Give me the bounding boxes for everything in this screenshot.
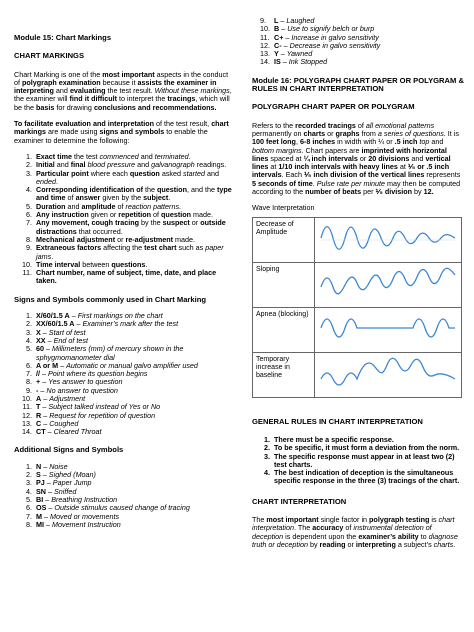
determine-item: 8. Mechanical adjustment or re-adjustment made. (34, 236, 232, 244)
symbol-dash: – (38, 385, 47, 395)
determine-item: 3. Particular point where each question asked started and ended. (34, 170, 232, 187)
item-number: 13. (260, 49, 270, 59)
rule-item: 2. To be specific, it must form a deviation from the norm. (272, 444, 464, 452)
symbol-code: MI (36, 519, 44, 529)
symbol-dash: – (40, 470, 49, 480)
continued-additional-list (252, 17, 464, 67)
general-rules-heading: GENERAL RULES IN CHART INTERPRETATION (252, 416, 423, 426)
symbol-dash: – (44, 478, 53, 488)
symbol-dash: – (280, 57, 289, 67)
item-number: 10. (260, 24, 270, 34)
symbol-code: C+ (274, 32, 284, 42)
symbol-code: Y (274, 49, 279, 59)
symbol-item (34, 428, 232, 436)
rules-list (252, 436, 464, 486)
symbol-code: C (36, 418, 42, 428)
symbol-desc: End of test (53, 335, 88, 345)
wave-interpretation-table (252, 217, 462, 398)
symbol-desc: Start of test (48, 327, 86, 337)
symbol-dash: – (40, 369, 48, 379)
symbol-desc: Sniffed (54, 486, 77, 496)
wave-baseline-increase-image (315, 352, 462, 397)
symbol-item (260, 58, 464, 66)
left-column (14, 34, 232, 529)
rule-item: 4. The best indication of deception is the simultaneous specific response in the three (3) tracings of the chart. (272, 469, 464, 486)
signs-list (14, 312, 232, 436)
symbol-code: M (36, 511, 42, 521)
symbol-code: OS (36, 503, 47, 513)
symbol-code: IS (274, 57, 281, 67)
symbol-dash: – (41, 410, 50, 420)
rule-item: 1. There must be a specific response. (272, 436, 464, 444)
facilitate-paragraph: To facilitate evaluation and interpretation of the test result, chart markings are made using signs and symbols to enable the examiner to determine the following: (14, 119, 229, 145)
symbol-code: X/60/1.5 A (36, 311, 70, 321)
chart-markings-heading: CHART MARKINGS (14, 51, 85, 61)
symbol-code: PJ (36, 478, 45, 488)
wave-heading: Wave Interpretation (252, 203, 315, 213)
determine-item: 1. Exact time the test commenced and terminated. (34, 153, 232, 161)
additional-heading: Additional Signs and Symbols (14, 445, 124, 455)
symbol-code: // (36, 369, 40, 379)
determine-item: 5. Duration and amplitude of reaction patterns. (34, 203, 232, 211)
symbol-dash: – (278, 49, 287, 59)
symbol-desc: First markings on the chart (77, 311, 163, 321)
symbol-desc: Sighed (Moan) (48, 470, 96, 480)
symbol-dash: – (281, 40, 290, 50)
symbol-dash: – (283, 32, 292, 42)
wave-label: Sloping (253, 262, 315, 307)
symbol-desc: Point where its question begins (48, 369, 148, 379)
symbol-desc: Yawned (286, 49, 313, 59)
chart-interpretation-heading: CHART INTERPRETATION (252, 496, 347, 506)
chart-paper-paragraph: Refers to the recorded tracings of all emotional patterns permanently on charts or graphs from a series of questions. It is 100 feet long, 6-8 inches in width with ¼ or .5 inch top and bottom margins. Chart papers are imprinted with horizontal lines spaced at ¼ inch intervals or 20 divisions and vertical lines at 1/10 inch intervals with heavy lines at ⅟₅ or .5 inch intervals. Each ⅟₅ inch division of the vertical lines represents 5 seconds of time. Pulse rate per minute may then be computed according to the number of beats per ⅟₅ division by 12. (252, 120, 461, 197)
symbol-desc: Ink Stopped (288, 57, 328, 67)
symbol-desc: Request for repetition of question (49, 410, 156, 420)
symbol-code: BI (36, 494, 44, 504)
determine-item: 2. Initial and final blood pressure and galvanograph readings. (34, 161, 232, 169)
symbol-desc: Moved or movements (50, 511, 120, 521)
wave-row (253, 352, 462, 397)
symbol-desc: Cleared Throat (53, 427, 102, 437)
chart-paper-heading: POLYGRAPH CHART PAPER OR POLYGRAM (252, 102, 415, 112)
rule-item: 3. The specific response must appear in at least two (2) test charts. (272, 453, 464, 470)
symbol-desc: Increase in galvo sensitivity (291, 32, 379, 42)
module-16-title: Module 16: POLYGRAPH CHART PAPER OR POLYGRAM & RULES IN CHART INTERPRETATION (252, 75, 464, 94)
wave-row (253, 262, 462, 307)
symbol-item (34, 521, 232, 529)
symbol-dash: – (69, 311, 78, 321)
symbol-code: 60 (36, 344, 44, 354)
symbol-desc: Breathing Instruction (51, 494, 118, 504)
symbol-dash: – (40, 402, 49, 412)
wave-row (253, 307, 462, 352)
symbol-dash: – (41, 393, 50, 403)
item-number: 12. (260, 40, 270, 50)
symbol-code: XX (36, 335, 46, 345)
module-15-title: Module 15: Chart Markings (14, 33, 112, 42)
additional-list (14, 463, 232, 529)
symbol-dash: – (45, 335, 54, 345)
right-column (252, 17, 464, 549)
symbol-desc: No answer to question (46, 385, 118, 395)
symbol-dash: – (43, 494, 52, 504)
symbol-item (34, 345, 232, 362)
item-number: 9. (260, 16, 266, 25)
symbol-code: - (36, 385, 39, 395)
symbol-desc: Automatic or manual galvo amplifier used (66, 360, 198, 370)
symbol-code: A or M (36, 360, 59, 370)
symbol-dash: – (46, 503, 55, 513)
symbol-code: S (36, 470, 41, 480)
determine-list (14, 153, 232, 286)
symbol-dash: – (278, 16, 287, 25)
symbol-dash: – (41, 418, 50, 428)
wave-label: Temporary increase in baseline (253, 352, 315, 397)
intro-paragraph: Chart Marking is one of the most important aspects in the conduct of polygraph examination because it assists the examiner in interpreting and evaluating the test result. Without these markings, the examiner will find it difficult to interpret the tracings, which will be the basis for drawing conclusions and recommendations. (14, 69, 232, 112)
symbol-code: B (274, 24, 280, 34)
symbol-code: CT (36, 427, 46, 437)
determine-item: 11. Chart number, name of subject, time, date, and place taken. (34, 269, 232, 286)
determine-item: 10. Time interval between questions. (34, 261, 232, 269)
wave-label: Decrease of Amplitude (253, 217, 315, 262)
wave-label: Apnea (blocking) (253, 307, 315, 352)
symbol-desc: Yes answer to question (48, 377, 123, 387)
symbol-desc: Coughed (49, 418, 79, 428)
symbol-desc: Subject talked instead of Yes or No (48, 402, 161, 412)
wave-apnea-image (315, 307, 462, 352)
symbol-dash: – (44, 344, 52, 354)
symbol-code: A (36, 393, 42, 403)
symbol-desc: Use to signify belch or burp (287, 24, 375, 34)
symbol-code: X (36, 327, 41, 337)
symbol-dash: – (58, 360, 67, 370)
symbol-desc: Examiner’s mark after the test (82, 319, 179, 329)
symbol-dash: – (42, 511, 50, 521)
symbol-desc: Adjustment (49, 393, 86, 403)
symbol-code: + (36, 377, 41, 387)
symbol-desc: Laughed (286, 16, 315, 25)
wave-row (253, 217, 462, 262)
symbol-code: L (274, 16, 279, 25)
symbol-dash: – (40, 327, 49, 337)
determine-item: 9. Extraneous factors affecting the test chart such as paper jams. (34, 244, 232, 261)
chart-interpretation-paragraph: The most important single factor in polygraph testing is chart interpretation. The accuracy of instrumental detection of deception is dependent upon the examiner’s ability to diagnose truth or deception by reading or interpreting a subject’s charts. (252, 515, 458, 549)
symbol-desc: Millimeters (mm) of mercury shown in the sphygmomanometer dial (36, 344, 184, 362)
symbol-code: R (36, 410, 42, 420)
symbol-desc: Paper Jump (52, 478, 92, 488)
item-number: 11. (260, 32, 270, 42)
determine-item: 7. Any movement, cough tracing by the suspect or outside distractions that occurred. (34, 219, 232, 236)
determine-item: 4. Corresponding identification of the question, and the type and time of answer given by the subject. (34, 186, 232, 203)
symbol-dash: – (74, 319, 83, 329)
symbol-code: N (36, 461, 42, 471)
symbol-dash: – (46, 486, 54, 496)
wave-sloping-image (315, 262, 462, 307)
symbol-dash: – (41, 461, 50, 471)
symbol-desc: Noise (49, 461, 68, 471)
symbol-dash: – (45, 427, 54, 437)
symbol-dash: – (43, 519, 52, 529)
symbol-desc: Outside stimulus caused change of tracing (54, 503, 190, 513)
symbol-code: C- (274, 40, 282, 50)
symbol-desc: Movement Instruction (51, 519, 121, 529)
symbol-desc: Decrease in galvo sensitivity (289, 40, 381, 50)
signs-heading: Signs and Symbols commonly used in Chart Marking (14, 294, 206, 304)
symbol-dash: – (279, 24, 288, 34)
determine-item: 6. Any instruction given or repetition of question made. (34, 211, 232, 219)
symbol-dash: – (40, 377, 49, 387)
symbol-code: SN (36, 486, 46, 496)
wave-decrease-amplitude-image (315, 217, 462, 262)
symbol-code: XX/60/1.5 A (36, 319, 75, 329)
symbol-code: T (36, 402, 41, 412)
item-number: 14. (260, 57, 270, 67)
